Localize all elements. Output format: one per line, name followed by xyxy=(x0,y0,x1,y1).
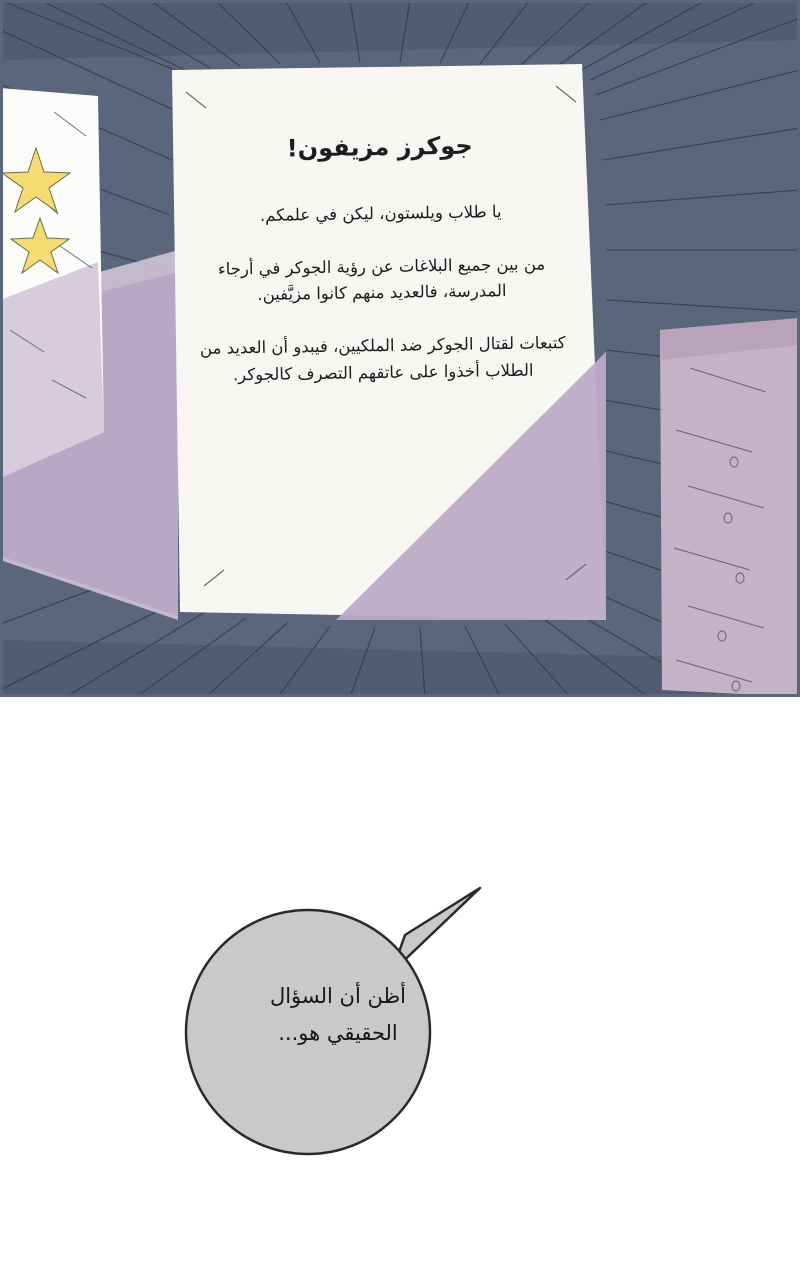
poster-paragraph-2: من بين جميع البلاغات عن رؤية الجوكر في أرجاء المدرسة، فالعديد منهم كانوا مزيَّفين. xyxy=(217,254,546,305)
balloon-line-2: الحقيقي هو... xyxy=(278,1020,398,1045)
poster-paragraph-3: كتبعات لقتال الجوكر ضد الملكيين، فيبدو أن العديد من الطلاب أخذوا على عاتقهم التصرف كالجوكر. xyxy=(199,333,566,385)
speech-balloon-shape xyxy=(180,880,500,1160)
panel-dialogue xyxy=(180,880,500,1160)
poster-paragraph-1: يا طلاب ويلستون، ليكن في علمكم. xyxy=(259,201,502,225)
balloon-line-1: أظن أن السؤال xyxy=(269,984,407,1008)
poster-title: جوكرز مزيفون! xyxy=(286,131,473,163)
